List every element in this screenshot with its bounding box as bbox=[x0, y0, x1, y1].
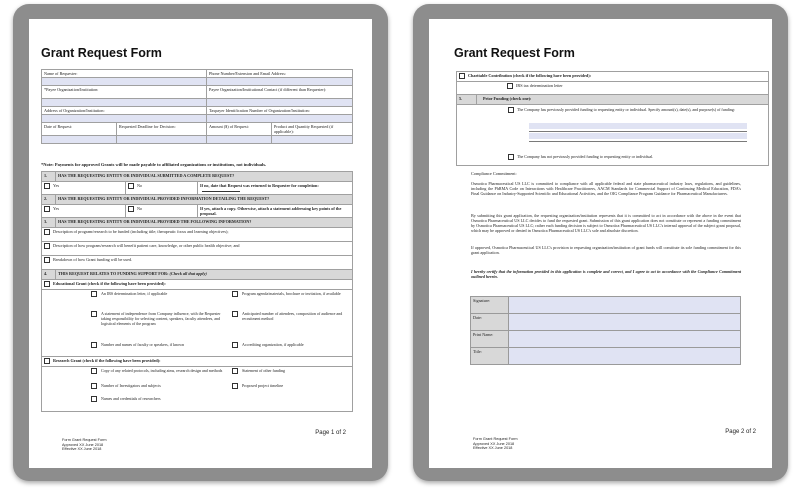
section-1-yes-checkbox[interactable] bbox=[44, 183, 50, 189]
section-3-item-checkbox[interactable] bbox=[44, 243, 50, 249]
compliance-paragraph: Osmotica Pharmaceutical US LLC is committed to compliance with all applicable federal and state pharmaceutical industry laws, regulations, and guidelines, including the PhRMA Code on Interactions with Healthcare Practitioners, AACM Standards for Commercial Support of Continuing Medical Education, FDA's Final Guidance on Industry-Supported Scientific and Educational Activities, and the OIG Compliance Program Guidance for Pharmaceutical Manufacturers. bbox=[471, 181, 741, 196]
product-quantity-field[interactable] bbox=[272, 136, 353, 144]
amount-label: Amount ($) of Request: bbox=[207, 123, 272, 136]
form-footer bbox=[62, 438, 107, 452]
taxpayer-id-label: Taxpayer Identification Number of Organization/Institution: bbox=[207, 107, 353, 115]
requested-deadline-field[interactable] bbox=[117, 136, 207, 144]
payee-contact-field[interactable] bbox=[207, 99, 353, 107]
edu-option-checkbox[interactable] bbox=[91, 342, 97, 348]
research-grant-row[interactable] bbox=[42, 357, 353, 367]
section-3-item-label: Description of program/research to be funded (including title; therapeutic focus and learning objectives); bbox=[53, 229, 229, 234]
charitable-row[interactable] bbox=[457, 72, 769, 82]
requested-deadline-label: Requested Deadline for Decision: bbox=[117, 123, 207, 136]
prior-funding-no-checkbox[interactable] bbox=[508, 154, 514, 160]
edu-option-checkbox[interactable] bbox=[232, 291, 238, 297]
signature-field[interactable] bbox=[509, 297, 741, 314]
name-of-requester-label: Name of Requester: bbox=[42, 70, 207, 78]
page-2-form-table bbox=[456, 71, 769, 166]
section-1-followup-text: If no, date that Request was returned to Requester for completion: bbox=[200, 183, 319, 188]
section-2-no-label: No bbox=[137, 206, 143, 211]
edu-option-label: Anticipated number of attendees, composition of audience and recruitment method bbox=[242, 311, 343, 321]
research-option-label: Copy of any related protocols, including aims, research design and methods bbox=[101, 368, 223, 373]
research-option-label: Names and credentials of researchers bbox=[101, 396, 161, 401]
payee-org-field[interactable] bbox=[42, 99, 207, 107]
prior-funding-no-label: The Company has not previously provided funding to requesting entity or individual. bbox=[517, 154, 654, 159]
sections-table bbox=[41, 171, 353, 412]
educational-grant-checkbox[interactable] bbox=[44, 281, 50, 287]
research-option-checkbox[interactable] bbox=[91, 383, 97, 389]
research-grant-label: Research Grant (check if the following have been provided): bbox=[53, 358, 161, 363]
edu-option-label: Number and names of faculty or speakers, if known bbox=[101, 342, 184, 347]
payee-org-label: *Payee Organization/Institution: bbox=[42, 86, 207, 99]
funding-details-line[interactable] bbox=[529, 141, 747, 142]
compliance-heading: Compliance Commitment: bbox=[471, 171, 517, 176]
section-4-heading bbox=[56, 270, 353, 280]
address-field[interactable] bbox=[42, 115, 207, 123]
section-2-yes[interactable] bbox=[42, 205, 126, 218]
phone-email-field[interactable] bbox=[207, 78, 353, 86]
page-1-frame bbox=[13, 4, 388, 481]
section-3-item[interactable] bbox=[42, 256, 353, 270]
section-5-heading: Prior Funding (check one): bbox=[477, 95, 769, 105]
section-1-yes-label: Yes bbox=[53, 183, 60, 188]
research-option-label: Proposed project timeline bbox=[242, 383, 284, 388]
print-name-field[interactable] bbox=[509, 331, 741, 348]
address-label: Address of Organization/Institution: bbox=[42, 107, 207, 115]
research-option-checkbox[interactable] bbox=[232, 368, 238, 374]
form-footer bbox=[473, 437, 518, 451]
section-2-no[interactable] bbox=[126, 205, 198, 218]
edu-option-checkbox[interactable] bbox=[91, 311, 97, 317]
signature-table bbox=[470, 296, 741, 365]
section-3-item[interactable] bbox=[42, 242, 353, 256]
amount-field[interactable] bbox=[207, 136, 272, 144]
prior-funding-yes-label: The Company has previously provided funding to requesting entity or individual. Specify amount(s), date(s), and purpose(s) of funding: bbox=[517, 107, 735, 112]
page-1 bbox=[29, 19, 372, 468]
section-3-item-label: Description of how program/research will benefit patient care, knowledge, or other public health objective; and bbox=[53, 243, 240, 248]
section-2-no-checkbox[interactable] bbox=[128, 206, 134, 212]
date-of-request-label: Date of Request: bbox=[42, 123, 117, 136]
section-2-number: 2. bbox=[42, 195, 56, 205]
section-4-heading-text: THIS REQUEST RELATES TO FUNDING SUPPORT FOR: bbox=[58, 271, 169, 276]
edu-option-checkbox[interactable] bbox=[232, 311, 238, 317]
edu-option-label: Program agenda/materials, brochure or invitation, if available bbox=[242, 291, 341, 296]
edu-option-label: A statement of independence from Company influence, with the Requester taking responsibility for selecting content, speakers, faculty attendees, and logistical elements of the program bbox=[101, 311, 221, 326]
footer-form-name: Form Grant Request Form bbox=[62, 438, 107, 442]
research-option-checkbox[interactable] bbox=[232, 383, 238, 389]
section-1-followup bbox=[198, 182, 353, 195]
title-label: Title: bbox=[471, 348, 509, 365]
footer-effective: Effective XX June 2018 bbox=[473, 446, 513, 450]
section-1-no-checkbox[interactable] bbox=[128, 183, 134, 189]
taxpayer-id-field[interactable] bbox=[207, 115, 353, 123]
research-option-label: Statement of other funding bbox=[242, 368, 285, 373]
section-4-heading-note: (Check all that apply) bbox=[169, 271, 207, 276]
footer-approved: Approved XX June 2018 bbox=[62, 442, 104, 447]
section-3-number: 3. bbox=[42, 218, 56, 228]
page-number: Page 2 of 2 bbox=[725, 429, 756, 435]
research-option-checkbox[interactable] bbox=[91, 396, 97, 402]
section-2-followup: If yes, attach a copy. Otherwise, attach a statement addressing key points of the proposal. bbox=[198, 205, 353, 218]
section-1-yes[interactable] bbox=[42, 182, 126, 195]
requester-info-table bbox=[41, 69, 353, 144]
section-2-heading: HAS THE REQUESTING ENTITY OR INDIVIDUAL PROVIDED INFORMATION DETAILING THE REQUEST? bbox=[56, 195, 353, 205]
educational-options bbox=[42, 290, 353, 357]
research-option-label: Number of Investigators and subjects bbox=[101, 383, 161, 388]
page-2 bbox=[429, 19, 772, 468]
date-of-request-field[interactable] bbox=[42, 136, 117, 144]
section-1-no-label: No bbox=[137, 183, 143, 188]
funding-details-field[interactable] bbox=[529, 123, 747, 129]
date-label: Date: bbox=[471, 314, 509, 331]
signature-label: Signature: bbox=[471, 297, 509, 314]
name-of-requester-field[interactable] bbox=[42, 78, 207, 86]
page-title: Grant Request Form bbox=[41, 46, 162, 60]
edu-option-checkbox[interactable] bbox=[91, 291, 97, 297]
section-2-yes-checkbox[interactable] bbox=[44, 206, 50, 212]
footer-approved: Approved XX June 2018 bbox=[473, 441, 515, 446]
section-3-item-checkbox[interactable] bbox=[44, 229, 50, 235]
section-1-no[interactable] bbox=[126, 182, 198, 195]
educational-grant-label: Educational Grant (check if the following have been provided): bbox=[53, 281, 166, 286]
payment-note: *Note: Payments for approved Grants will be made payable to affiliated organizations or institutions, not individuals. bbox=[41, 162, 267, 167]
date-field[interactable] bbox=[509, 314, 741, 331]
irs-letter-checkbox[interactable] bbox=[507, 83, 513, 89]
charitable-label: Charitable Contribution (check if the following have been provided): bbox=[468, 73, 591, 78]
section-1-heading: HAS THE REQUESTING ENTITY OR INDIVIDUAL SUBMITTED A COMPLETE REQUEST? bbox=[56, 172, 353, 182]
funding-details-line[interactable] bbox=[529, 131, 747, 132]
print-name-label: Print Name: bbox=[471, 331, 509, 348]
section-3-item-checkbox[interactable] bbox=[44, 257, 50, 263]
payee-contact-label: Payee Organization/Institutional Contact (if different than Requester): bbox=[207, 86, 353, 99]
phone-email-label: Phone Number/Extension and Email Address: bbox=[207, 70, 353, 78]
certification-statement: I hereby certify that the information provided in this application is complete and correct, and I agree to act in accordance with the Compliance Commitment outlined herein. bbox=[471, 269, 741, 279]
funding-details-field[interactable] bbox=[529, 133, 747, 139]
prior-funding-options bbox=[457, 105, 769, 166]
footer-effective: Effective XX June 2018 bbox=[62, 447, 102, 451]
section-2-yes-label: Yes bbox=[53, 206, 60, 211]
page-2-frame bbox=[413, 4, 788, 481]
footer-form-name: Form Grant Request Form bbox=[473, 437, 518, 441]
edu-option-checkbox[interactable] bbox=[232, 342, 238, 348]
charitable-checkbox[interactable] bbox=[459, 73, 465, 79]
irs-letter-row[interactable] bbox=[457, 82, 769, 95]
compliance-paragraph: If approved, Osmotica Pharmaceutical US LLC's provision to requesting organization/institution of grant funds will constitute its sole funding commitment for this grant application. bbox=[471, 245, 741, 255]
page-title: Grant Request Form bbox=[454, 46, 575, 60]
product-quantity-label: Product and Quantity Requested (if applicable): bbox=[272, 123, 353, 136]
title-field[interactable] bbox=[509, 348, 741, 365]
section-3-heading: HAS THE REQUESTING ENTITY OR INDIVIDUAL PROVIDED THE FOLLOWING INFORMATION? bbox=[56, 218, 353, 228]
section-1-number: 1. bbox=[42, 172, 56, 182]
section-4-number: 4. bbox=[42, 270, 56, 280]
research-option-checkbox[interactable] bbox=[91, 368, 97, 374]
page-number: Page 1 of 2 bbox=[315, 430, 346, 436]
compliance-paragraph: By submitting this grant application, the requesting organization/institution represents that it is committed to act in accordance with the above in the event that Osmotica Pharmaceutical US LLC decides to fund the requested grant. Submission of this grant application does not constitute or represent a funding commitment by Osmotica Pharmaceutical US LLC; rather each funding decision is subject to Osmotica Pharmaceutical US LLC's internal approval of the subject grant proposal, which may be approved or denied in Osmotica Pharmaceutical US LLC's sole and absolute discretion. bbox=[471, 213, 741, 233]
research-grant-checkbox[interactable] bbox=[44, 358, 50, 364]
section-3-item-label: Breakdown of how Grant funding will be used. bbox=[53, 257, 133, 262]
edu-option-label: Accrediting organization, if applicable bbox=[242, 342, 304, 347]
edu-option-label: An IRS determination letter, if applicable bbox=[101, 291, 168, 296]
educational-grant-row[interactable] bbox=[42, 280, 353, 290]
research-options bbox=[42, 367, 353, 412]
section-5-number: 5. bbox=[457, 95, 477, 105]
prior-funding-yes-checkbox[interactable] bbox=[508, 107, 514, 113]
section-3-item[interactable] bbox=[42, 228, 353, 242]
irs-letter-label: IRS tax determination letter bbox=[516, 83, 563, 88]
completion-date-line[interactable] bbox=[202, 191, 240, 192]
